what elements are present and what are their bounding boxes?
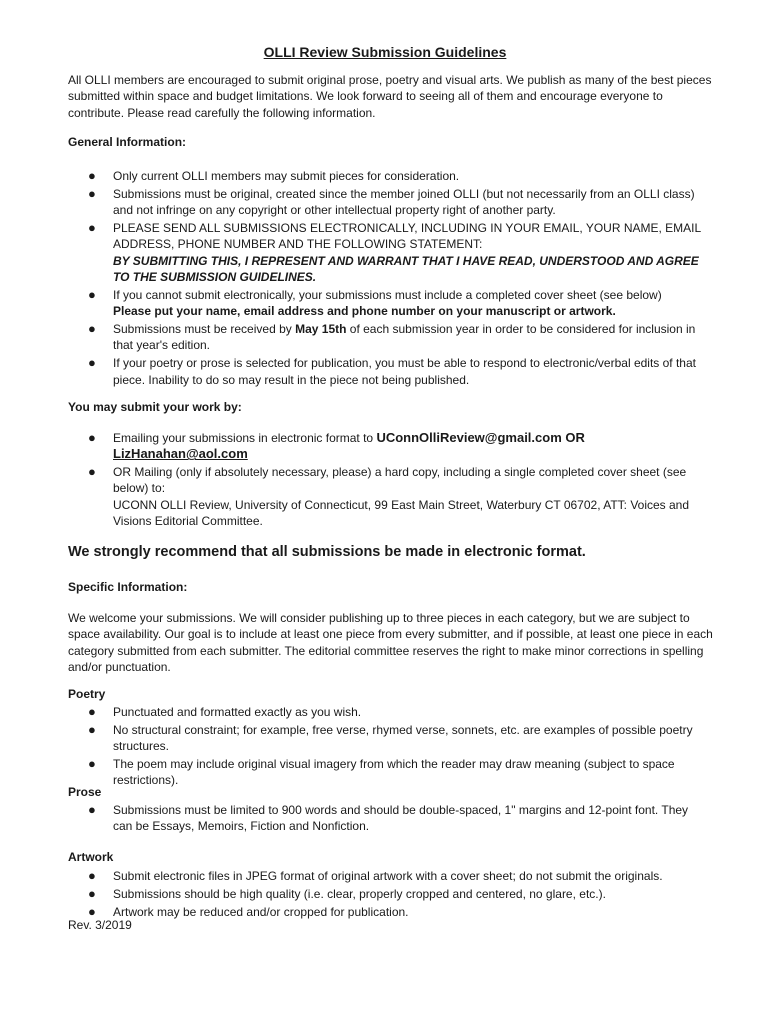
recommendation-heading: We strongly recommend that all submissions be made in electronic format. — [68, 544, 586, 560]
bullet-icon: ● — [88, 885, 96, 901]
email-link-secondary[interactable]: LizHanahan@aol.com — [113, 446, 248, 462]
page-title: OLLI Review Submission Guidelines — [263, 44, 507, 60]
list-item: ● Submit electronic files in JPEG format of original artwork with a cover sheet; do not submit the originals. — [88, 868, 663, 883]
list-item: ● The poem may include original visual imagery from which the reader may draw meaning (subject to space restrictions). — [88, 756, 675, 788]
bullet-icon: ● — [88, 168, 96, 183]
list-item: ● Submissions must be received by May 15th of each submission year in order to be considered for inclusion in that year's edition. — [88, 321, 696, 353]
prose-list — [68, 802, 708, 836]
bullet-icon: ● — [88, 721, 96, 737]
bullet-icon: ● — [88, 430, 96, 445]
list-item: ● If your poetry or prose is selected for publication, you must be able to respond to electronic/verbal edits of that piece. Inability to do so may result in the piece not being published. — [88, 355, 696, 387]
submit-by-heading: You may submit your work by: — [68, 400, 242, 414]
bullet-icon: ● — [88, 756, 96, 772]
email-link-primary[interactable]: UConnOlliReview@gmail.com OR — [376, 430, 585, 445]
poetry-heading: Poetry — [68, 687, 106, 701]
bullet-icon: ● — [88, 355, 96, 371]
deadline-date: May 15th — [295, 322, 347, 337]
bullet-icon: ● — [88, 321, 96, 337]
list-item: ● Submissions must be original, created since the member joined OLLI (but not necessarily from an OLLI class) and not infringe on any copyright or other intellectual property right of another party. — [88, 185, 695, 218]
bullet-icon: ● — [88, 868, 96, 883]
list-item: ● Emailing your submissions in electronic format to UConnOlliReview@gmail.com OR LizHanahan@aol.com — [68, 430, 708, 463]
list-item: ● If you cannot submit electronically, your submissions must include a completed cover sheet (see below) Please put your name, email address and phone number on your manuscript or artwork. — [68, 287, 708, 320]
list-item: ● Punctuated and formatted exactly as you wish. — [88, 704, 362, 719]
artwork-heading: Artwork — [68, 850, 114, 864]
general-info-heading: General Information: — [68, 135, 187, 149]
bullet-icon: ● — [88, 220, 96, 236]
bullet-icon: ● — [88, 286, 96, 302]
list-item: ● OR Mailing (only if absolutely necessary, please) a hard copy, including a single completed cover sheet (see below) to: UCONN OLLI Review, University of Connecticut, 99 East Main Street, Waterbury CT 06702, ATT: Voices and Visions Editorial Committee. — [68, 464, 708, 529]
submit-methods-list — [68, 430, 708, 531]
bullet-icon: ● — [88, 704, 96, 719]
list-item: ● PLEASE SEND ALL SUBMISSIONS ELECTRONICALLY, INCLUDING IN YOUR EMAIL, YOUR NAME, EMAIL ADDRESS, PHONE NUMBER AND THE FOLLOWING STATEMENT: BY SUBMITTING THIS, I REPRESENT AND WARRANT THAT I HAVE READ, UNDERSTOOD AND AGREE TO THE SUBMISSION GUIDELINES. — [68, 220, 708, 285]
list-item: ● Only current OLLI members may submit pieces for consideration. — [88, 168, 460, 183]
general-info-list — [68, 168, 708, 389]
bullet-icon: ● — [88, 903, 96, 919]
prose-heading: Prose — [68, 785, 102, 799]
poetry-list — [68, 704, 708, 790]
mailing-address: UCONN OLLI Review, University of Connecticut, 99 East Main Street, Waterbury CT 06702, ATT: Voices and Visions Editorial Committee. — [113, 497, 690, 529]
list-item: ● Artwork may be reduced and/or cropped for publication. — [88, 903, 409, 919]
list-item: ● No structural constraint; for example, free verse, rhymed verse, sonnets, etc. are examples of possible poetry structures. — [88, 721, 693, 754]
specific-info-heading: Specific Information: — [68, 580, 188, 594]
bullet-icon: ● — [88, 802, 96, 817]
list-item: ● Submissions should be high quality (i.e. clear, properly cropped and centered, no glare, etc.). — [88, 885, 606, 901]
warranty-statement: BY SUBMITTING THIS, I REPRESENT AND WARRANT THAT I HAVE READ, UNDERSTOOD AND AGREE TO THE SUBMISSION GUIDELINES. — [113, 253, 699, 284]
manuscript-note: Please put your name, email address and phone number on your manuscript or artwork. — [113, 304, 616, 319]
bullet-icon: ● — [88, 464, 96, 480]
specific-info-paragraph: We welcome your submissions. We will consider publishing up to three pieces in each category, but we are subject to space availability. Our goal is to include at least one piece from every submitter, and if possible, at least one piece in each category submitted from each submitter. The editorial committee reserves the right to make minor corrections in spelling and/or punctuation. — [68, 611, 713, 674]
artwork-list — [68, 868, 708, 922]
intro-paragraph: All OLLI members are encouraged to submit original prose, poetry and visual arts. We publish as many of the best pieces submitted within space and budget limitations. We look forward to seeing all of them and encourage everyone to contribute. Please read carefully the following information. — [68, 73, 712, 120]
revision-date: Rev. 3/2019 — [68, 918, 132, 932]
list-item: ● Submissions must be limited to 900 words and should be double-spaced, 1" margins and 12-point font. They can be Essays, Memoirs, Fiction and Nonfiction. — [88, 802, 689, 834]
bullet-icon: ● — [88, 185, 96, 201]
